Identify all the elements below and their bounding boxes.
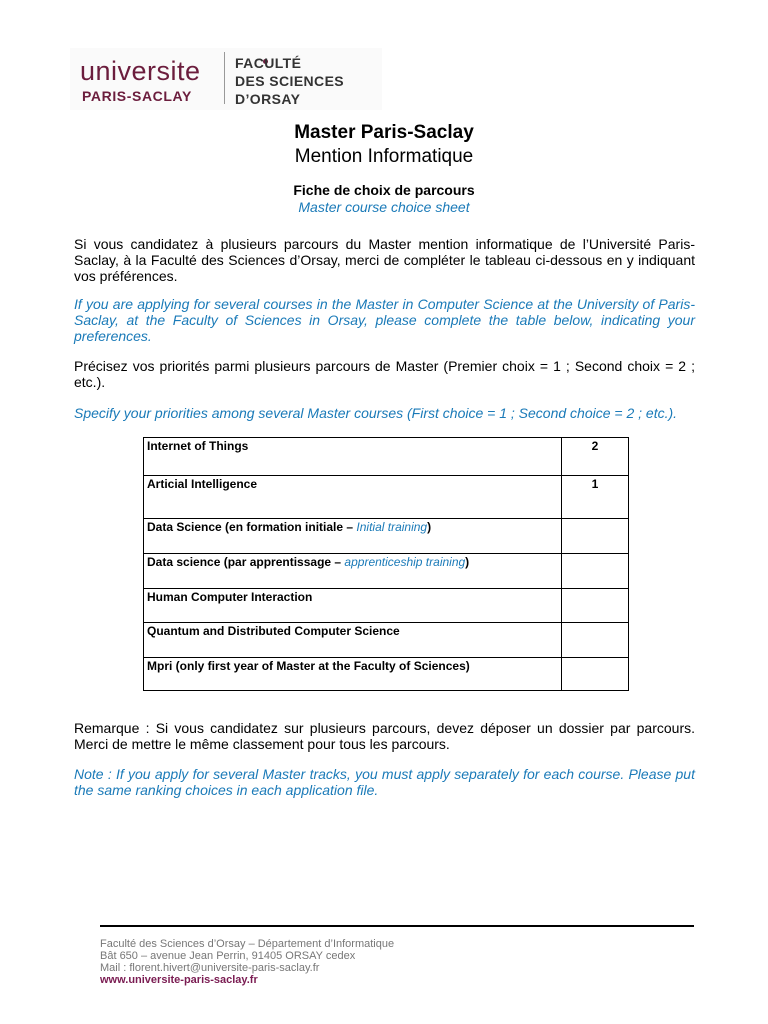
course-rank-cell[interactable]: 1: [562, 476, 629, 519]
sheet-title-en: Master course choice sheet: [298, 199, 470, 215]
logo-paris-saclay-text: PARIS-SACLAY: [82, 88, 192, 104]
course-label-en: apprenticeship training: [344, 555, 466, 569]
footer-mail[interactable]: Mail : florent.hivert@universite-paris-saclay.fr: [100, 962, 320, 974]
remark-paragraph-en: Note : If you apply for several Master tracks, you must apply separately for each course. Please put the same ranking choices in each application file.: [74, 766, 695, 798]
footer-divider: [100, 925, 694, 927]
course-choice-table: [143, 437, 629, 691]
table-row: [144, 589, 629, 623]
table-row: [144, 519, 629, 554]
course-name-cell: [144, 476, 562, 519]
course-rank-cell[interactable]: [562, 658, 629, 691]
course-rank-cell[interactable]: 2: [562, 438, 629, 476]
page-title: Master Paris-Saclay: [294, 122, 474, 143]
logo-faculty-line: DES SCIENCES: [235, 73, 345, 89]
intro-paragraph-en: If you are applying for several courses in the Master in Computer Science at the University of Paris-Saclay, at the Faculty of Sciences in Orsay, please complete the table below, indicating your preferences.: [74, 296, 695, 344]
course-name-cell: [144, 554, 562, 589]
course-name-cell: [144, 658, 562, 691]
footer-website-link[interactable]: www.universite-paris-saclay.fr: [100, 974, 258, 986]
course-name-cell: [144, 519, 562, 554]
logo-divider: [224, 52, 225, 104]
course-label: Mpri (only first year of Master at the Faculty of Sciences): [147, 659, 470, 673]
table-row: [144, 476, 629, 519]
course-label: Articial Intelligence: [147, 477, 258, 491]
logo-faculty-line: FACULTÉ: [235, 55, 302, 71]
course-label-en: Initial training: [356, 520, 428, 534]
footer-department: Faculté des Sciences d’Orsay – Département d’Informatique: [100, 938, 395, 950]
course-rank-cell[interactable]: [562, 554, 629, 589]
table-row: [144, 554, 629, 589]
course-name-cell: [144, 438, 562, 476]
course-name-cell: [144, 623, 562, 658]
university-logo: [70, 48, 382, 110]
logo-universite-text: universite: [80, 56, 201, 86]
table-row: [144, 658, 629, 691]
course-rank-cell[interactable]: [562, 589, 629, 623]
priority-paragraph-en: Specify your priorities among several Master courses (First choice = 1 ; Second choice = 2 ; etc.).: [74, 405, 678, 421]
footer: [100, 938, 394, 986]
sheet-title-fr: Fiche de choix de parcours: [293, 182, 475, 198]
course-rank-cell[interactable]: [562, 623, 629, 658]
course-label: Quantum and Distributed Computer Science: [147, 624, 400, 638]
table-row: [144, 623, 629, 658]
logo-faculty-text: [235, 54, 344, 108]
course-label: Internet of Things: [147, 439, 249, 453]
course-label-end: ): [427, 520, 432, 534]
course-rank-cell[interactable]: [562, 519, 629, 554]
footer-address: Bât 650 – avenue Jean Perrin, 91405 ORSAY cedex: [100, 950, 356, 962]
course-label: Human Computer Interaction: [147, 590, 313, 604]
table-row: [144, 438, 629, 476]
course-label-end: ): [465, 555, 470, 569]
priority-paragraph-fr: Précisez vos priorités parmi plusieurs parcours de Master (Premier choix = 1 ; Second choix = 2 ; etc.).: [74, 358, 695, 390]
page-subtitle: Mention Informatique: [294, 146, 474, 167]
course-label: Data Science (en formation initiale –: [147, 520, 357, 534]
course-label: Data science (par apprentissage –: [147, 555, 345, 569]
intro-paragraph-fr: Si vous candidatez à plusieurs parcours du Master mention informatique de l’Université Paris-Saclay, à la Faculté des Sciences d’Orsay, merci de compléter le tableau ci-dessous en y indiquant vos préférences.: [74, 236, 695, 284]
course-name-cell: [144, 589, 562, 623]
logo-faculty-line: D’ORSAY: [235, 91, 301, 107]
remark-paragraph-fr: Remarque : Si vous candidatez sur plusieurs parcours, devez déposer un dossier par parcours. Merci de mettre le même classement pour tous les parcours.: [74, 720, 695, 752]
